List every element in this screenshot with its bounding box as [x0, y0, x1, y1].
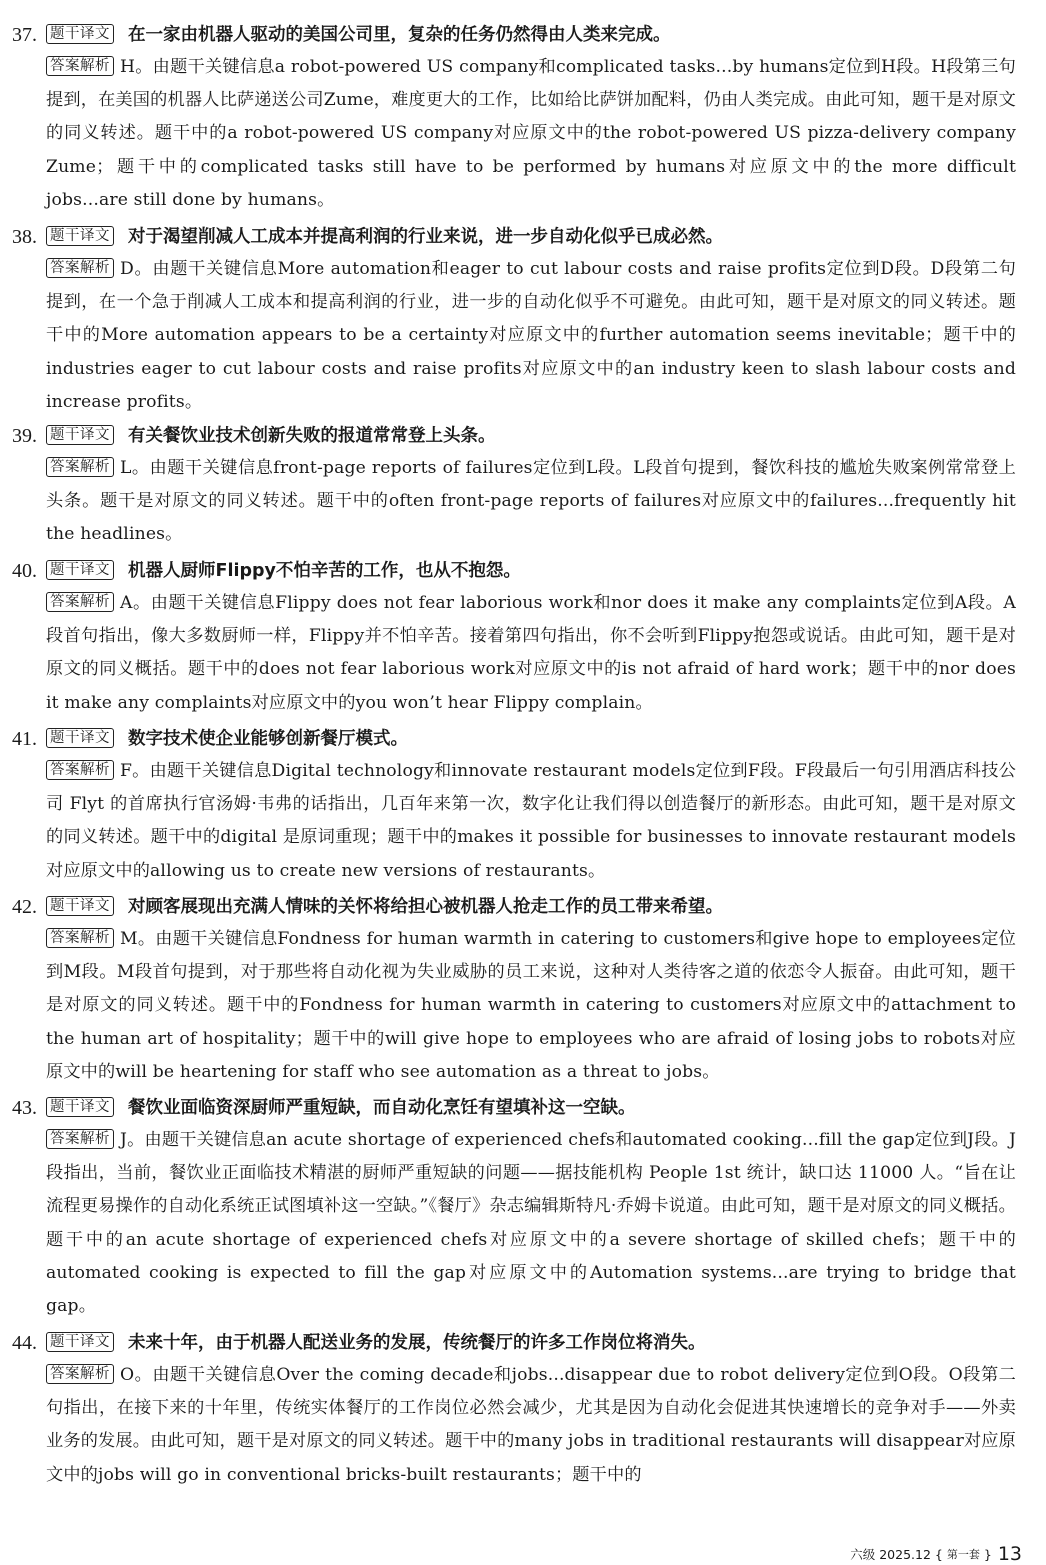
answer-text: A。由题干关键信息Flippy does not fear laborious work和nor does it make any complaints定位到A段。A段首句指出，像大多数厨师一样，Flippy并不怕辛苦。接着第四句指出，你不会听到Flippy抱怨或说话。由此可知，题干是对原文的同义概括。题干中的does not fear laborious work对应原文中的is not afraid of hard work；题干中的nor does it make any complaints对应原文中的you won’t hear Flippy complain。 — [46, 593, 1016, 713]
question-line — [0, 723, 1046, 755]
answer-text: J。由题干关键信息an acute shortage of experienced chefs和automated cooking...fill the gap定位到J段。J段指出，当前，餐饮业正面临技术精湛的厨师严重短缺的问题——据技能机构 People 1st 统计，缺口达 11000 人。“旨在让流程更易操作的自动化系统正试图填补这一空缺。”《餐厅》杂志编辑斯特凡·乔姆卡说道。由此可知，题干是对原文的同义概括。题干中的an acute shortage of experienced chefs对应原文中的a severe shortage of skilled chefs；题干中的automated cooking is expected to fill the gap对应原文中的Automation systems...are trying to bridge that gap。 — [46, 1130, 1016, 1317]
answer-text: F。由题干关键信息Digital technology和innovate restaurant models定位到F段。F段最后一句引用酒店科技公司 Flyt 的首席执行官汤姆·韦弗的话指出，几百年来第一次，数字化让我们得以创造餐厅的新形态。由此可知，题干是对原文的同义转述。题干中的digital 是原词重现；题干中的makes it possible for businesses to innovate restaurant models对应原文中的allowing us to create new versions of restaurants。 — [46, 761, 1016, 881]
answer-item-41 — [0, 723, 1046, 888]
answer-analysis-tag: 答案解析 — [46, 457, 114, 477]
question-number: 43. — [12, 1097, 37, 1119]
answer-analysis-tag: 答案解析 — [46, 1129, 114, 1149]
question-translation: 数字技术使企业能够创新餐厅模式。 — [128, 729, 408, 749]
question-line — [0, 1092, 1046, 1124]
answer-item-40 — [0, 555, 1046, 720]
question-number: 41. — [12, 728, 37, 750]
question-line — [0, 221, 1046, 253]
question-number: 42. — [12, 896, 37, 918]
question-translation: 在一家由机器人驱动的美国公司里，复杂的任务仍然得由人类来完成。 — [128, 25, 671, 45]
question-translation: 有关餐饮业技术创新失败的报道常常登上头条。 — [128, 426, 496, 446]
answer-item-38 — [0, 221, 1046, 419]
answer-analysis-tag: 答案解析 — [46, 592, 114, 612]
answer-analysis — [46, 923, 1016, 1089]
answer-analysis-tag: 答案解析 — [46, 760, 114, 780]
question-number: 38. — [12, 226, 37, 248]
answer-analysis — [46, 755, 1016, 888]
answer-analysis — [46, 51, 1016, 217]
question-translation-tag: 题干译文 — [46, 226, 114, 246]
answer-item-39 — [0, 420, 1046, 552]
answer-analysis-tag: 答案解析 — [46, 56, 114, 76]
exam-label: 六级 2025.12 — [850, 1547, 931, 1562]
answer-analysis-tag: 答案解析 — [46, 1364, 114, 1384]
answer-text: L。由题干关键信息front-page reports of failures定位到L段。L段首句提到，餐饮科技的尴尬失败案例常常登上头条。题干是对原文的同义转述。题干中的often front-page reports of failures对应原文中的failures...frequently hit the headlines。 — [46, 458, 1016, 545]
answer-item-44 — [0, 1327, 1046, 1492]
set-label: 第一套 — [946, 1548, 980, 1561]
set-bracket-close: } — [983, 1546, 992, 1562]
answer-text: H。由题干关键信息a robot-powered US company和complicated tasks...by humans定位到H段。H段第三句提到，在美国的机器人比萨递送公司Zume，难度更大的工作，比如给比萨饼加配料，仍由人类完成。由此可知，题干是对原文的同义转述。题干中的a robot-powered US company对应原文中的the robot-powered US pizza-delivery company Zume；题干中的complicated tasks still have to be performed by humans对应原文中的the more difficult jobs...are still done by humans。 — [46, 57, 1016, 210]
question-line — [0, 891, 1046, 923]
question-translation: 对顾客展现出充满人情味的关怀将给担心被机器人抢走工作的员工带来希望。 — [128, 897, 723, 917]
question-line — [0, 420, 1046, 452]
answer-analysis — [46, 253, 1016, 419]
question-translation: 对于渴望削减人工成本并提高利润的行业来说，进一步自动化似乎已成必然。 — [128, 227, 723, 247]
question-translation: 机器人厨师Flippy不怕辛苦的工作，也从不抱怨。 — [128, 561, 521, 581]
question-number: 40. — [12, 560, 37, 582]
page-footer — [850, 1543, 1022, 1565]
answer-text: M。由题干关键信息Fondness for human warmth in catering to customers和give hope to employees定位到M段。M段首句提到，对于那些将自动化视为失业威胁的员工来说，这种对人类待客之道的依恋令人振奋。由此可知，题干是对原文的同义转述。题干中的Fondness for human warmth in catering to customers对应原文中的attachment to the human art of hospitality；题干中的will give hope to employees who are afraid of losing jobs to robots对应原文中的will be heartening for staff who see automation as a threat to jobs。 — [46, 929, 1016, 1082]
answer-analysis-tag: 答案解析 — [46, 928, 114, 948]
question-translation-tag: 题干译文 — [46, 1097, 114, 1117]
question-line — [0, 19, 1046, 51]
answer-item-37 — [0, 19, 1046, 217]
answer-text: D。由题干关键信息More automation和eager to cut labour costs and raise profits定位到D段。D段第二句提到，在一个急于削减人工成本和提高利润的行业，进一步的自动化似乎不可避免。由此可知，题干是对原文的同义转述。题干中的More automation appears to be a certainty对应原文中的further automation seems inevitable；题干中的industries eager to cut labour costs and raise profits对应原文中的an industry keen to slash labour costs and increase profits。 — [46, 259, 1016, 412]
answer-analysis — [46, 1124, 1016, 1323]
answer-analysis — [46, 587, 1016, 720]
answer-analysis-tag: 答案解析 — [46, 258, 114, 278]
answer-analysis — [46, 452, 1016, 552]
question-translation-tag: 题干译文 — [46, 1332, 114, 1352]
question-translation-tag: 题干译文 — [46, 728, 114, 748]
question-translation-tag: 题干译文 — [46, 24, 114, 44]
question-translation-tag: 题干译文 — [46, 896, 114, 916]
answer-item-42 — [0, 891, 1046, 1089]
question-line — [0, 555, 1046, 587]
question-translation: 餐饮业面临资深厨师严重短缺，而自动化烹饪有望填补这一空缺。 — [128, 1098, 636, 1118]
question-line — [0, 1327, 1046, 1359]
answer-item-43 — [0, 1092, 1046, 1323]
question-translation: 未来十年，由于机器人配送业务的发展，传统餐厅的许多工作岗位将消失。 — [128, 1333, 706, 1353]
question-translation-tag: 题干译文 — [46, 425, 114, 445]
question-translation-tag: 题干译文 — [46, 560, 114, 580]
question-number: 39. — [12, 425, 37, 447]
set-bracket-open: { — [934, 1546, 943, 1562]
page-number: 13 — [997, 1543, 1022, 1565]
answer-analysis — [46, 1359, 1016, 1492]
question-number: 37. — [12, 24, 37, 46]
question-number: 44. — [12, 1332, 37, 1354]
answer-text: O。由题干关键信息Over the coming decade和jobs...disappear due to robot delivery定位到O段。O段第二句指出，在接下来的十年里，传统实体餐厅的工作岗位必然会减少，尤其是因为自动化会促进其快速增长的竞争对手——外卖业务的发展。由此可知，题干是对原文的同义转述。题干中的many jobs in traditional restaurants will disappear对应原文中的jobs will go in conventional bricks-built restaurants；题干中的 — [46, 1365, 1016, 1485]
